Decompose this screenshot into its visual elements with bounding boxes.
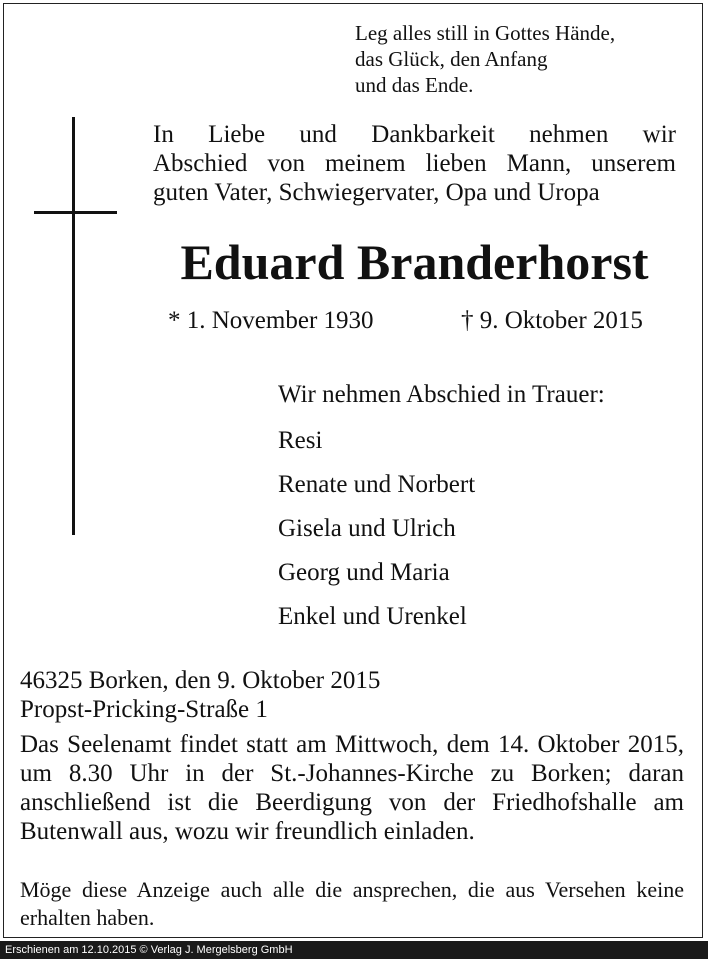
deceased-name: Eduard Branderhorst (180, 234, 649, 290)
mourner-name: Gisela und Ulrich (278, 515, 456, 542)
cross-icon-bar (34, 211, 117, 214)
mourner-name: Resi (278, 427, 323, 454)
verse-line: das Glück, den Anfang (355, 47, 548, 71)
intro-line: In Liebe und Dankbarkeit nehmen wir (153, 121, 676, 148)
place-date: 46325 Borken, den 9. Oktober 2015 (20, 667, 381, 694)
verse-line: Leg alles still in Gottes Hände, (355, 21, 616, 45)
verse (355, 20, 615, 98)
mourners-heading: Wir nehmen Abschied in Trauer: (278, 381, 605, 408)
cross-icon (72, 117, 75, 535)
verse-line: und das Ende. (355, 73, 474, 97)
publisher-footer: Erschienen am 12.10.2015 © Verlag J. Mergelsberg GmbH (0, 941, 708, 959)
service-details: Das Seelenamt findet statt am Mittwoch, dem 14. Oktober 2015, um 8.30 Uhr in der St.-Johannes-Kirche zu Borken; daran anschließend ist die Beerdigung von der Friedhofshalle am Butenwall aus, wozu wir freundlich einladen. (20, 731, 684, 845)
mourner-name: Enkel und Urenkel (278, 603, 467, 630)
closing-note: Möge diese Anzeige auch alle die ansprechen, die aus Versehen keine erhalten haben. (20, 877, 684, 930)
street-address: Propst-Pricking-Straße 1 (20, 696, 268, 723)
intro-line: Abschied von meinem lieben Mann, unserem (153, 150, 676, 177)
mourner-name: Georg und Maria (278, 559, 450, 586)
mourners-list (278, 425, 475, 645)
death-date: † 9. Oktober 2015 (461, 307, 643, 334)
intro-text (153, 120, 676, 207)
birth-date: * 1. November 1930 (168, 307, 374, 334)
mourner-name: Renate und Norbert (278, 471, 476, 498)
intro-line: guten Vater, Schwiegervater, Opa und Uropa (153, 179, 600, 206)
